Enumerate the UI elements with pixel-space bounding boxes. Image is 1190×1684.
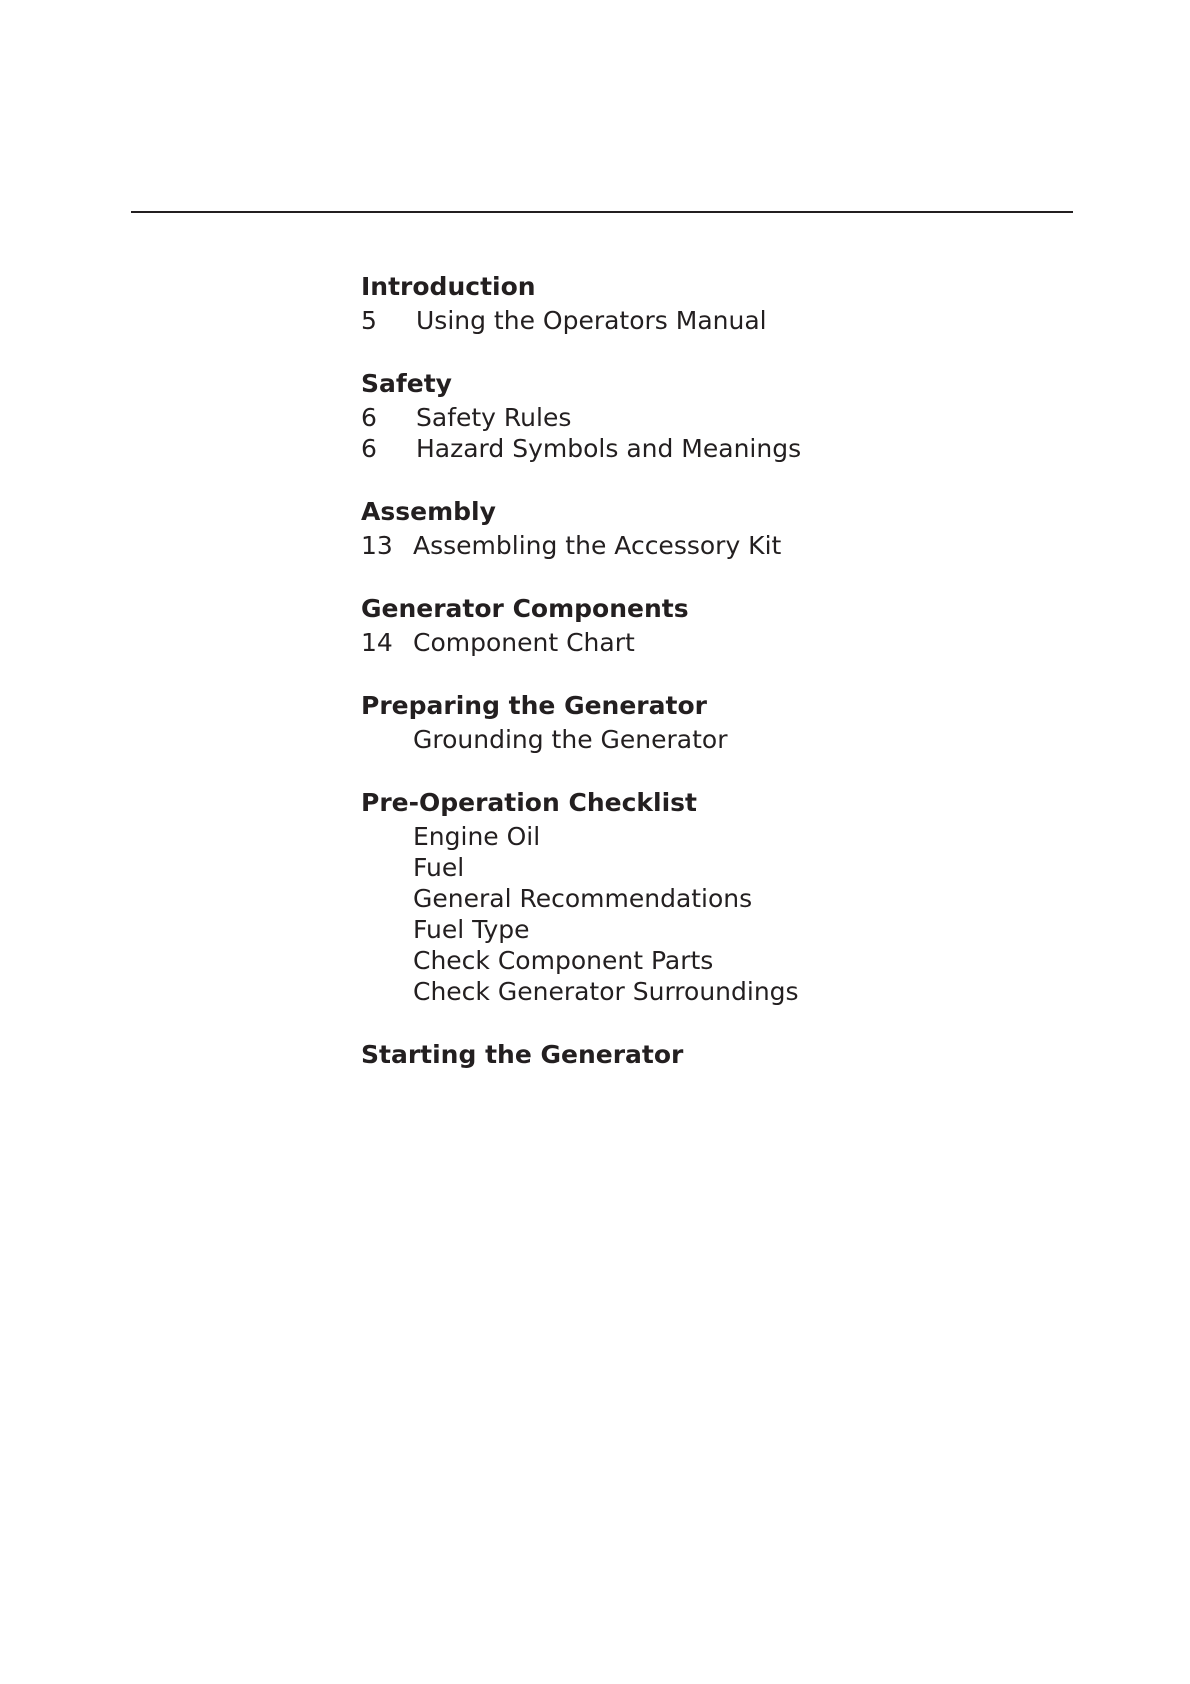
toc-entry[interactable] (361, 305, 1081, 336)
section-title: Pre-Operation Checklist (361, 788, 697, 817)
section-title: Safety (361, 369, 452, 398)
toc-entry[interactable] (361, 883, 1081, 914)
toc-section-pre-operation-checklist (361, 788, 1081, 1007)
toc-entry[interactable] (361, 433, 1081, 464)
entry-label: Fuel (413, 853, 465, 882)
section-title: Generator Components (361, 594, 689, 623)
entry-label: Check Component Parts (413, 946, 714, 975)
section-title: Introduction (361, 272, 536, 301)
toc-section-introduction (361, 272, 1081, 336)
toc-entry[interactable] (361, 627, 1081, 658)
entry-page-number: 14 (361, 628, 393, 657)
entry-label: General Recommendations (413, 884, 753, 913)
toc-entry[interactable] (361, 976, 1081, 1007)
entry-label: Component Chart (413, 628, 635, 657)
toc-entry[interactable] (361, 821, 1081, 852)
toc-section-starting-the-generator (361, 1040, 1081, 1070)
entry-page-number: 13 (361, 531, 393, 560)
entry-label: Engine Oil (413, 822, 541, 851)
section-title: Preparing the Generator (361, 691, 707, 720)
toc-section-preparing-the-generator (361, 691, 1081, 755)
toc-entry[interactable] (361, 724, 1081, 755)
toc-entry[interactable] (361, 530, 1081, 561)
entry-page-number: 5 (361, 306, 377, 335)
toc-entry[interactable] (361, 852, 1081, 883)
toc-entry[interactable] (361, 914, 1081, 945)
toc-section-generator-components (361, 594, 1081, 658)
toc-entry[interactable] (361, 402, 1081, 433)
entry-label: Check Generator Surroundings (413, 977, 799, 1006)
header-rule (131, 211, 1073, 213)
entry-label: Using the Operators Manual (416, 306, 767, 335)
entry-label: Safety Rules (416, 403, 572, 432)
section-title: Assembly (361, 497, 496, 526)
toc-entry[interactable] (361, 945, 1081, 976)
entry-page-number: 6 (361, 434, 377, 463)
entry-label: Assembling the Accessory Kit (413, 531, 782, 560)
toc-section-safety (361, 369, 1081, 464)
entry-page-number: 6 (361, 403, 377, 432)
entry-label: Hazard Symbols and Meanings (416, 434, 802, 463)
table-of-contents (361, 272, 1081, 1103)
entry-label: Grounding the Generator (413, 725, 728, 754)
entry-label: Fuel Type (413, 915, 530, 944)
toc-section-assembly (361, 497, 1081, 561)
section-title: Starting the Generator (361, 1040, 684, 1069)
